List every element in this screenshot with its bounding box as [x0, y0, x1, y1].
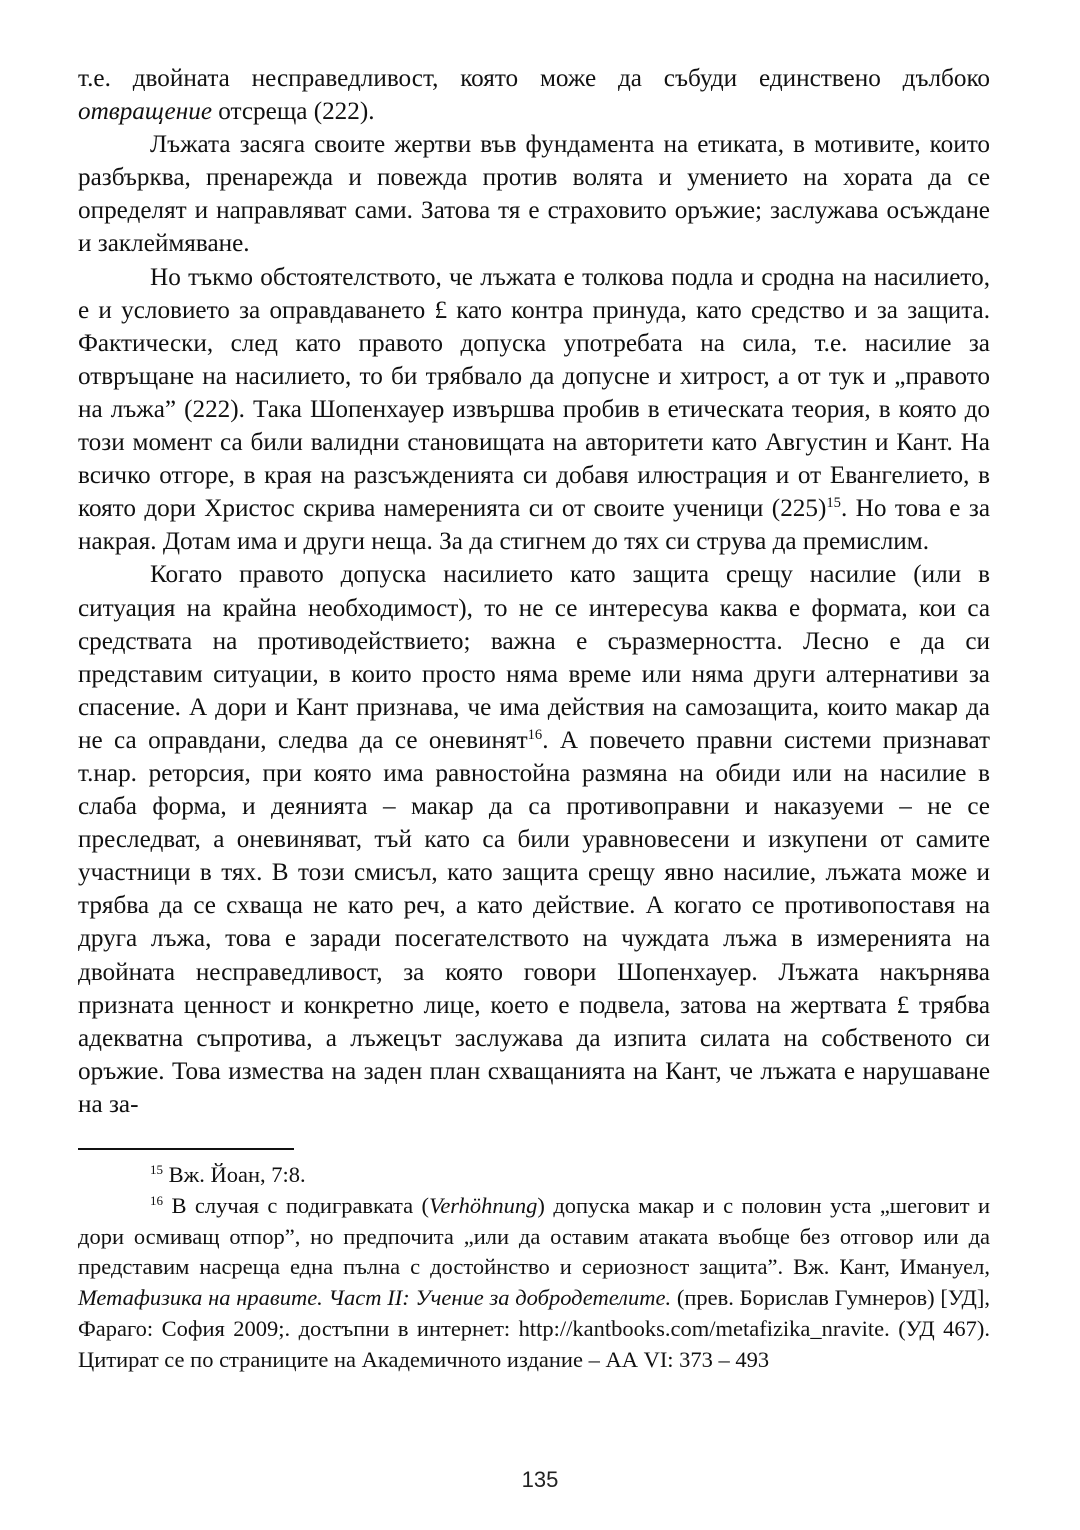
- text-run: Когато правото допуска насилието като защита срещу насилие (или в ситуация на крайна необходимост), то не се интересува каква е формата, кои са средствата на противодействието; важна е съразмерността. Лесно е да си представим ситуации, в които просто няма време или няма други алтернативи за спасение. А дори и Кант признава, че има действия на самозащита, които макар да не са оправдани, следва да се оневинят: [78, 561, 990, 754]
- emphasis-text: Метафизика на нравите. Част II: Учение за добродетелите.: [78, 1285, 672, 1311]
- text-run: . А повечето правни системи признават т.нар. реторсия, при която има равностойна размяна на обиди или на насилие в слаба форма, и деянията – макар да са противоправни и наказуеми – не се преследват, а оневиняват, тъй като са били уравновесени и изкупени от самите участници в тях. В този смисъл, като защита срещу явно насилие, лъжата може и трябва да се схваща не като реч, а като действие. А когато се противопоставя на друга лъжа, това е заради посегателството на чуждата лъжа в измеренията на двойната несправедливост, за която говори Шопенхауер. Лъжата накърнява призната ценност и конкретно лице, което е подвела, затова на жертвата £ трябва адекватна съпротива, а лъжецът заслужава да изпита силата на собственото си оръжие. Това измества на заден план схващанията на Кант, че лъжата е нарушаване на за-: [78, 726, 990, 1118]
- footnotes: [78, 1160, 990, 1376]
- paragraph-4: [78, 558, 990, 1121]
- emphasis-text: отвращение: [78, 98, 212, 126]
- footnote-16: [78, 1191, 990, 1376]
- text-run: Но тъкмо обстоятелството, че лъжата е толкова подла и сродна на насилието, е и условието за оправдаването £ като контра принуда, като средство и за защита. Фактически, след като правото допуска употребата на сила, т.е. насилие за отвръщане на насилието, то би трябвало да допусне и хитрост, а от тук и „правото на лъжа” (222). Така Шопенхауер извършва пробив в етическата теория, в която до този момент са били валидни становищата на авторитети като Августин и Кант. На всичко отгоре, в края на разсъжденията си добавя илюстрация и от Евангелието, в която дори Христос скрива намеренията си от своите ученици (225): [78, 263, 990, 523]
- paragraph-3: [78, 261, 990, 559]
- footnote-ref: 15: [150, 1161, 164, 1177]
- footnote-ref: 16: [150, 1192, 164, 1208]
- page-number: 135: [521, 1467, 559, 1492]
- paragraph-1: [78, 62, 990, 128]
- text-run: т.е. двойната несправедливост, която може да събуди единствено дълбоко: [78, 65, 990, 92]
- main-text: [78, 62, 990, 1121]
- paragraph-2: [78, 128, 990, 260]
- text-run: . Но това е за накрая. Дотам има и други неща. За да стигнем до тях си струва да премислим.: [78, 495, 990, 556]
- footnote-ref: 16: [527, 726, 543, 743]
- footnote-15: [78, 1160, 990, 1191]
- footnote-separator: [78, 1148, 294, 1150]
- emphasis-text: Verhöhnung: [429, 1192, 538, 1218]
- text-run: Вж. Йоан, 7:8.: [163, 1162, 306, 1187]
- page-content: [78, 62, 990, 1376]
- text-run: В случая с подигравката (: [163, 1192, 430, 1218]
- text-run: (прев. Борислав Гумнеров) [УД], Фараго: София 2009;. достъпни в интернет: http://kantbooks.com/metafizika_nravite. (УД 467). Цитират се по страниците на Академичното издание – АА VI: 373 – 493: [78, 1285, 991, 1372]
- text-run: отсреща (222).: [212, 98, 375, 126]
- text-run: Лъжата засяга своите жертви във фундамента на етиката, в мотивите, които разбърква, пренарежда и повежда против волята и умението на хората да се определят и направляват сами. Затова тя е страховито оръжие; заслужава осъждане и заклеймяване.: [78, 131, 990, 258]
- text-run: ) допуска макар и с половин уста „шеговит и дори осмиващ отпор”, но предпочита „или да оставим атаката въобще без отговор или да представим насреща една пълна с достойнство и сериозност защита”. Вж. Кант, Имануел,: [78, 1192, 990, 1280]
- footnote-ref: 15: [826, 495, 841, 512]
